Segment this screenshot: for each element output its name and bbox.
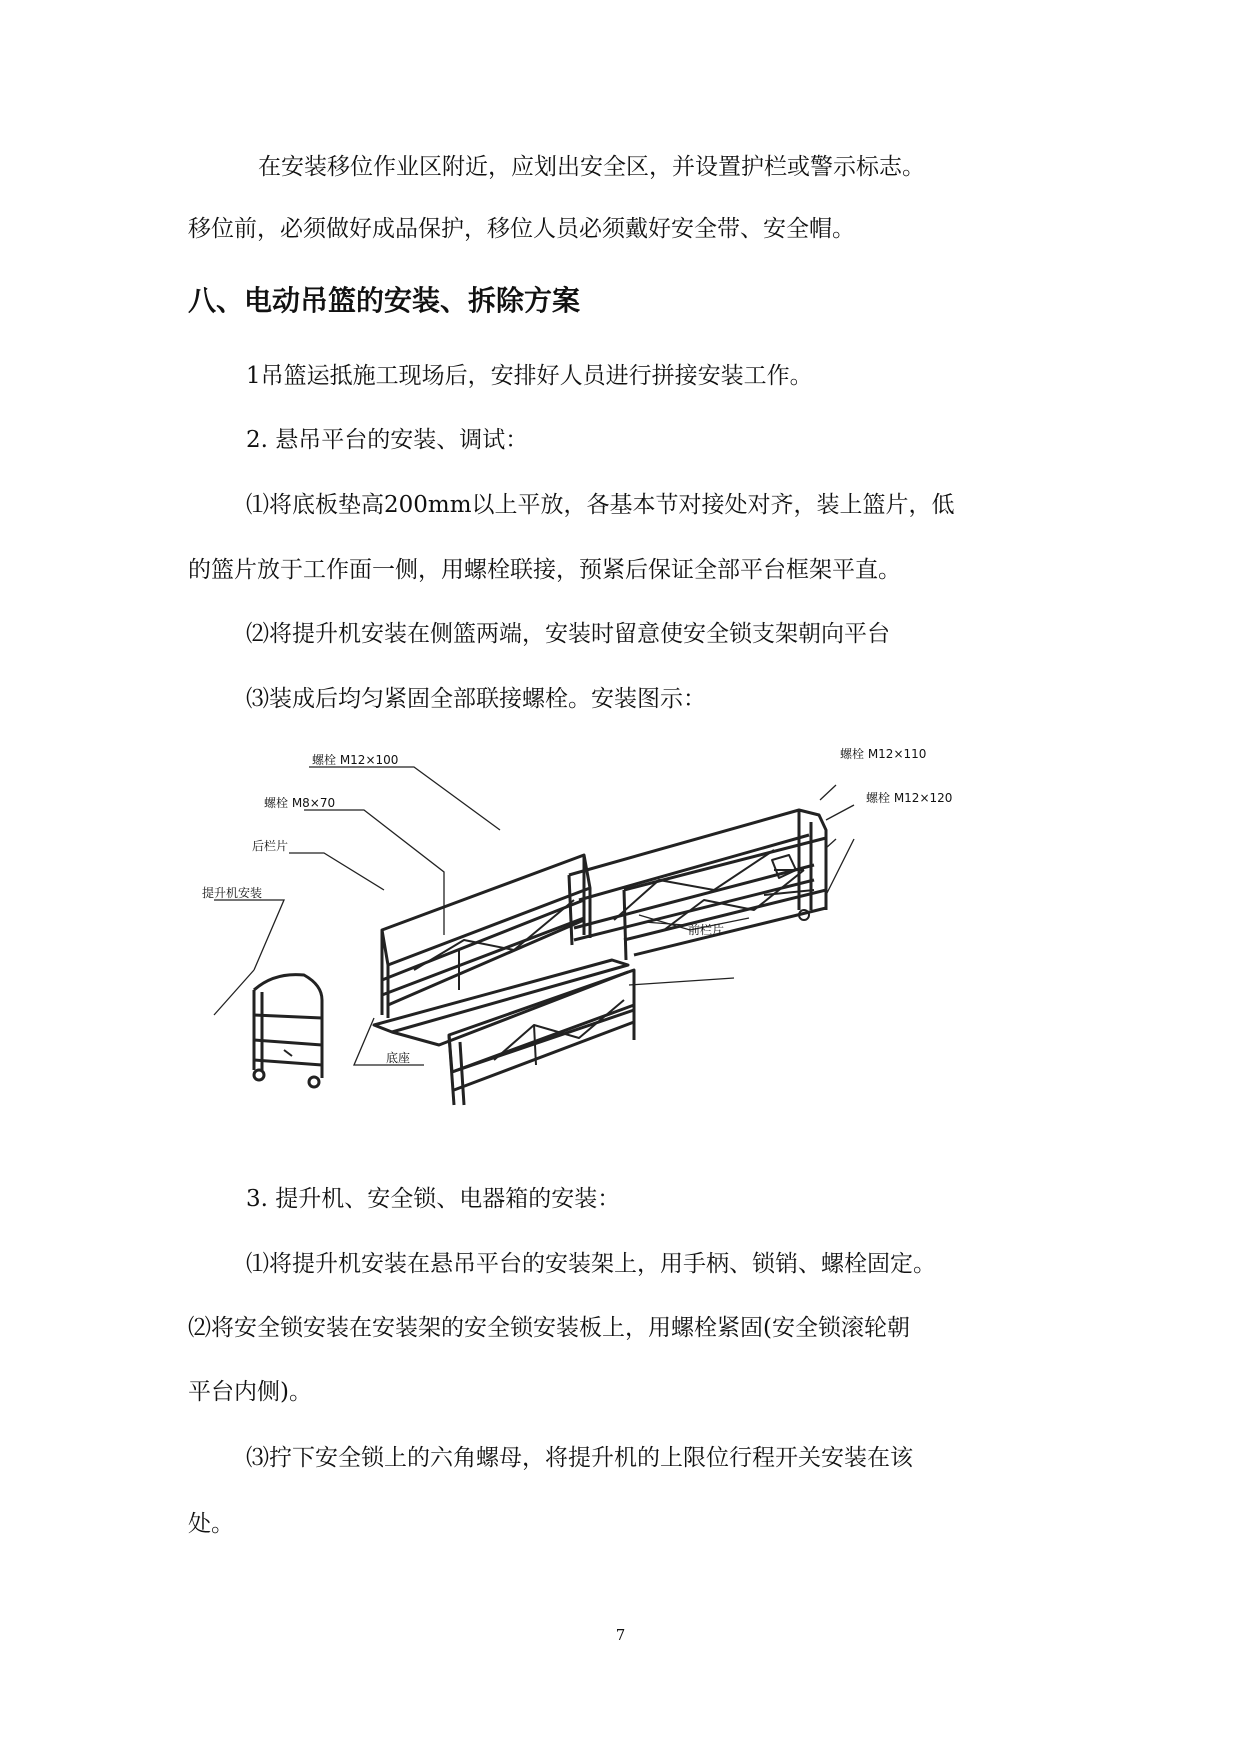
step2-line-2: ⑴将提升机安装在悬吊平台的安装架上，用手柄、锁销、螺栓固定。 (246, 1251, 936, 1277)
hoist-frame (254, 975, 322, 1087)
middle-rail-panel (624, 838, 826, 960)
step2-line-4: 平台内侧)。 (188, 1379, 312, 1405)
step-line-1: 1吊篮运抵施工现场后，安排好人员进行拼接安装工作。 (246, 363, 813, 389)
label-bolt-m12x100: 螺栓 M12×100 (312, 753, 399, 767)
step-line-4: 的篮片放于工作面一侧，用螺栓联接，预紧后保证全部平台框架平直。 (188, 557, 901, 583)
label-front-rail: 前栏片 (688, 923, 725, 937)
step-line-2: 2. 悬吊平台的安装、调试： (246, 427, 529, 453)
base-plate (374, 960, 628, 1045)
text-line-1: 在安装移位作业区附近，应划出安全区，并设置护栏或警示标志。 (258, 154, 925, 180)
step2-line-3: ⑵将安全锁安装在安装架的安全锁安装板上，用螺栓紧固(安全锁滚轮朝 (188, 1315, 910, 1341)
text-line-2: 移位前，必须做好成品保护，移位人员必须戴好安全带、安全帽。 (188, 216, 855, 242)
step2-line-1: 3. 提升机、安全锁、电器箱的安装： (246, 1186, 621, 1212)
label-base: 底座 (386, 1051, 411, 1065)
label-rear-rail: 后栏片 (252, 839, 289, 853)
page-number: 7 (615, 1626, 626, 1644)
step-line-6: ⑶装成后均匀紧固全部联接螺栓。安装图示： (246, 686, 706, 712)
step-line-5: ⑵将提升机安装在侧篮两端，安装时留意使安全锁支架朝向平台 (246, 621, 890, 647)
section-heading: 八、电动吊篮的安装、拆除方案 (188, 284, 581, 317)
installation-diagram-svg (202, 747, 1114, 1160)
label-bolt-m12x120: 螺栓 M12×120 (866, 791, 953, 805)
label-hoist-mount: 提升机安装 (202, 886, 263, 900)
step-line-3: ⑴将底板垫高200mm以上平放，各基本节对接处对齐，装上篮片，低 (246, 492, 955, 518)
step2-line-5: ⑶拧下安全锁上的六角螺母，将提升机的上限位行程开关安装在该 (246, 1445, 913, 1471)
label-bolt-m8x70: 螺栓 M8×70 (264, 796, 336, 810)
leader-lines (214, 767, 854, 1065)
step2-line-6: 处。 (188, 1511, 234, 1537)
label-bolt-m12x110: 螺栓 M12×110 (840, 747, 927, 761)
installation-diagram (202, 747, 1114, 1160)
